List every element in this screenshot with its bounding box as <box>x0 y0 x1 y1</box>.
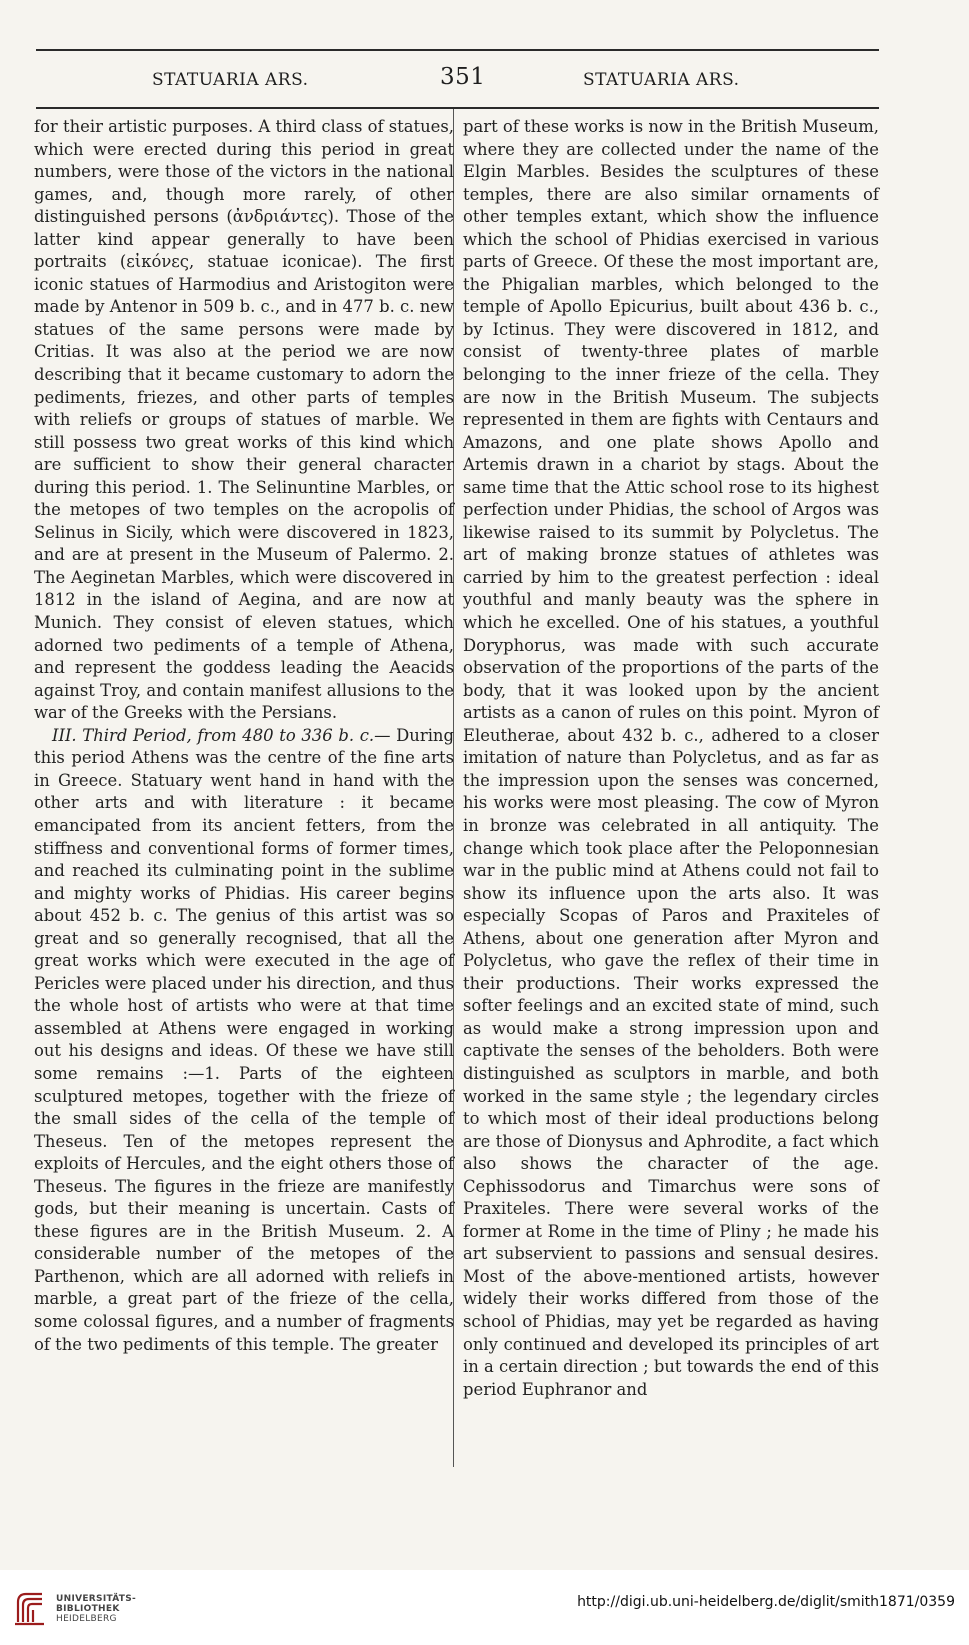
source-url-link[interactable]: http://digi.ub.uni-heidelberg.de/diglit/smith1871/0359 <box>577 1594 955 1610</box>
right-paragraph-1: part of these works is now in the British Museum, where they are collected under the name of the Elgin Marbles. Besides the sculptures of these temples, there are also similar ornaments of other temples extant, which show the influence which the school of Phidias exercised in various parts of Greece. Of these the most important are, the Phigalian marbles, which belonged to the temple of Apollo Epicurius, built about 436 b. c., by Ictinus. They were discovered in 1812, and consist of twenty-three plates of marble belonging to the inner frieze of the cella. They are now in the British Museum. The subjects represented in them are fights with Centaurs and Amazons, and one plate shows Apollo and Artemis drawn in a chariot by stags. About the same time that the Attic school rose to its highest perfection under Phidias, the school of Argos was likewise raised to its summit by Polycletus. The art of making bronze statues of athletes was carried by him to the greatest perfection : ideal youthful and manly beauty was the sphere in which he excelled. One of his statues, a youthful Doryphorus, was made with such accurate observation of the proportions of the parts of the body, that it was looked upon by the ancient artists as a canon of rules on this point. Myron of Eleutherae, about 432 b. c., adhered to a closer imitation of nature than Polycletus, and as far as the impression upon the senses was concerned, his works were most pleasing. The cow of Myron in bronze was celebrated in all antiquity. The change which took place after the Peloponnesian war in the public mind at Athens could not fail to show its influence upon the arts also. It was especially Scopas of Paros and Praxiteles of Athens, about one generation after Myron and Polycletus, who gave the reflex of their time in their productions. Their works expressed the softer feelings and an excited state of mind, such as would make a strong impression upon and captivate the senses of the beholders. Both were distinguished as sculptors in marble, and both worked in the same style ; the legendary circles to which most of their ideal productions belong are those of Dionysus and Aphrodite, a fact which also shows the character of the age. Cephissodorus and Timarchus were sons of Praxiteles. There were several works of the former at Rome in the time of Pliny ; he made his art subservient to passions and sensual desires. Most of the above-mentioned artists, however widely their works differed from those of the school of Phidias, may yet be regarded as having only continued and developed its principles of art in a certain direction ; but towards the end of this period Euphranor and <box>463 117 879 1399</box>
right-column <box>463 116 879 1401</box>
running-head <box>36 66 879 96</box>
left-column <box>34 116 454 1356</box>
top-rule <box>36 49 879 51</box>
header-left-title: STATUARIA ARS. <box>152 70 309 90</box>
header-right-title: STATUARIA ARS. <box>583 70 740 90</box>
left-paragraph-1: for their artistic purposes. A third class of statues, which were erected during this period in great numbers, were those of the victors in the national games, and, though more rarely, of other distinguished persons (ἀνδριάντες). Those of the latter kind appear generally to have been portraits (εἰκόνες, statuae iconicae). The first iconic statues of Harmodius and Aristogiton were made by Antenor in 509 b. c., and in 477 b. c. new statues of the same persons were made by Critias. It was also at the period we are now describing that it became customary to adorn the pediments, friezes, and other parts of temples with reliefs or groups of statues of marble. We still possess two great works of this kind which are sufficient to show their general character during this period. 1. The Selinuntine Marbles, or the metopes of two temples on the acropolis of Selinus in Sicily, which were discovered in 1823, and are at present in the Museum of Palermo. 2. The Aeginetan Marbles, which were discovered in 1812 in the island of Aegina, and are now at Munich. They consist of eleven statues, which adorned two pediments of a temple of Athena, and represent the goddess leading the Aeacids against Troy, and contain manifest allusions to the war of the Greeks with the Persians. <box>34 117 454 723</box>
page-number: 351 <box>440 64 486 90</box>
library-line-1: UNIVERSITÄTS- <box>56 1594 137 1604</box>
library-line-3: HEIDELBERG <box>56 1614 117 1624</box>
section-heading: III. Third Period, from 480 to 336 b. c.— <box>52 725 391 745</box>
left-paragraph-2 <box>34 725 454 1356</box>
library-name <box>56 1594 136 1624</box>
digitization-footer <box>0 1570 969 1645</box>
left-paragraph-2-body: During this period Athens was the centre of the fine arts in Greece. Statuary went hand in hand with the other arts and with literature : it became emancipated from its ancient fetters, from the stiffness and conventional forms of former times, and reached its culminating point in the sublime and mighty works of Phidias. His career begins about 452 b. c. The genius of this artist was so great and so generally recognised, that all the great works which were executed in the age of Pericles were placed under his direction, and thus the whole host of artists who were at that time assembled at Athens were engaged in working out his designs and ideas. Of these we have still some remains :—1. Parts of the eighteen sculptured metopes, together with the frieze of the small sides of the cella of the temple of Theseus. Ten of the metopes represent the exploits of Hercules, and the eight others those of Theseus. The figures in the frieze are manifestly gods, but their meaning is uncertain. Casts of these figures are in the British Museum. 2. A considerable number of the metopes of the Parthenon, which are all adorned with reliefs in marble, a great part of the frieze of the cella, some colossal figures, and a number of fragments of the two pediments of this temple. The greater <box>34 725 454 1354</box>
library-line-2: BIBLIOTHEK <box>56 1604 120 1614</box>
university-library-logo-icon <box>12 1588 52 1628</box>
header-rule <box>36 107 879 109</box>
